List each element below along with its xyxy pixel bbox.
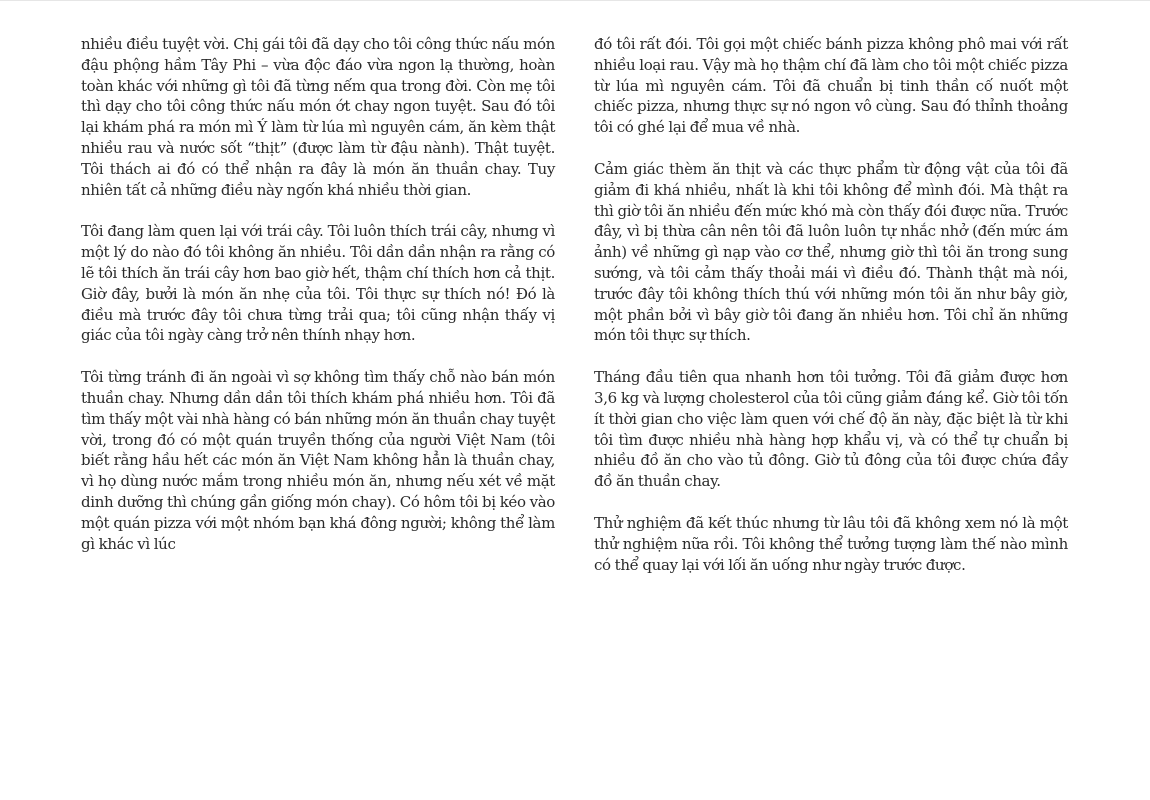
paragraph: Tôi đang làm quen lại với trái cây. Tôi luôn thích trái cây, nhưng vì một lý do nào đó tôi không ăn nhiều. Tôi dần dần nhận ra rằng có lẽ tôi thích ăn trái cây hơn bao giờ hết, thậm chí thích hơn cả thịt. Giờ đây, bưởi là món ăn nhẹ của tôi. Tôi thực sự thích nó! Đó là điều mà trước đây tôi chưa từng trải qua; tôi cũng nhận thấy vị giác của tôi ngày càng trở nên thính nhạy hơn.: [81, 222, 555, 345]
paragraph: nhiều điều tuyệt vời. Chị gái tôi đã dạy cho tôi công thức nấu món đậu phộng hầm Tây Phi – vừa độc đáo vừa ngon lạ thường, hoàn toàn khác với những gì tôi đã từng nếm qua trong đời. Còn mẹ tôi thì dạy cho tôi công thức nấu món ớt chay ngon tuyệt. Sau đó tôi lại khám phá ra món mì Ý làm từ lúa mì nguyên cám, ăn kèm thật nhiều rau và nước sốt “thịt” (được làm từ đậu nành). Thật tuyệt. Tôi thách ai đó có thể nhận ra đây là món ăn thuần chay. Tuy nhiên tất cả những điều này ngốn khá nhiều thời gian.: [81, 35, 555, 199]
paragraph: đó tôi rất đói. Tôi gọi một chiếc bánh pizza không phô mai với rất nhiều loại rau. Vậy mà họ thậm chí đã làm cho tôi một chiếc pizza từ lúa mì nguyên cám. Tôi đã chuẩn bị tinh thần cố nuốt một chiếc pizza, nhưng thực sự nó ngon vô cùng. Sau đó thỉnh thoảng tôi có ghé lại để mua về nhà.: [594, 35, 1068, 137]
paragraph: Cảm giác thèm ăn thịt và các thực phẩm từ động vật của tôi đã giảm đi khá nhiều, nhất là khi tôi không để mình đói. Mà thật ra thì giờ tôi ăn nhiều đến mức khó mà còn thấy đói được nữa. Trước đây, vì bị thừa cân nên tôi đã luôn luôn tự nhắc nhở (đến mức ám ảnh) về những gì nạp vào cơ thể, nhưng giờ thì tôi ăn trong sung sướng, và tôi cảm thấy thoải mái vì điều đó. Thành thật mà nói, trước đây tôi không thích thú với những món tôi ăn như bây giờ, một phần bởi vì bây giờ tôi đang ăn nhiều hơn. Tôi chỉ ăn những món tôi thực sự thích.: [594, 159, 1068, 345]
paragraph: Tôi từng tránh đi ăn ngoài vì sợ không tìm thấy chỗ nào bán món thuần chay. Nhưng dần dần tôi thích khám phá nhiều hơn. Tôi đã tìm thấy một vài nhà hàng có bán những món ăn thuần chay tuyệt vời, trong đó có một quán truyền thống của người Việt Nam (tôi biết rằng hầu hết các món ăn Việt Nam không hẳn là thuần chay, vì họ dùng nước mắm trong nhiều món ăn, nhưng nếu xét về mặt dinh dưỡng thì chúng gần giống món chay). Có hôm tôi bị kéo vào một quán pizza với một nhóm bạn khá đông người; không thể làm gì khác vì lúc: [81, 368, 555, 553]
paragraph: Thử nghiệm đã kết thúc nhưng từ lâu tôi đã không xem nó là một thử nghiệm nữa rồi. Tôi không thể tưởng tượng làm thế nào mình có thể quay lại với lối ăn uống như ngày trước được.: [594, 513, 1068, 574]
left-text-column: [81, 34, 555, 575]
top-border: [0, 0, 1150, 1]
paragraph: Tháng đầu tiên qua nhanh hơn tôi tưởng. Tôi đã giảm được hơn 3,6 kg và lượng cholesterol của tôi cũng giảm đáng kể. Giờ tôi tốn ít thời gian cho việc làm quen với chế độ ăn này, đặc biệt là từ khi tôi tìm được nhiều nhà hàng hợp khẩu vị, và có thể tự chuẩn bị nhiều đồ ăn cho vào tủ đông. Giờ tủ đông của tôi được chứa đầy đồ ăn thuần chay.: [594, 368, 1068, 491]
right-text-column: [594, 34, 1068, 596]
